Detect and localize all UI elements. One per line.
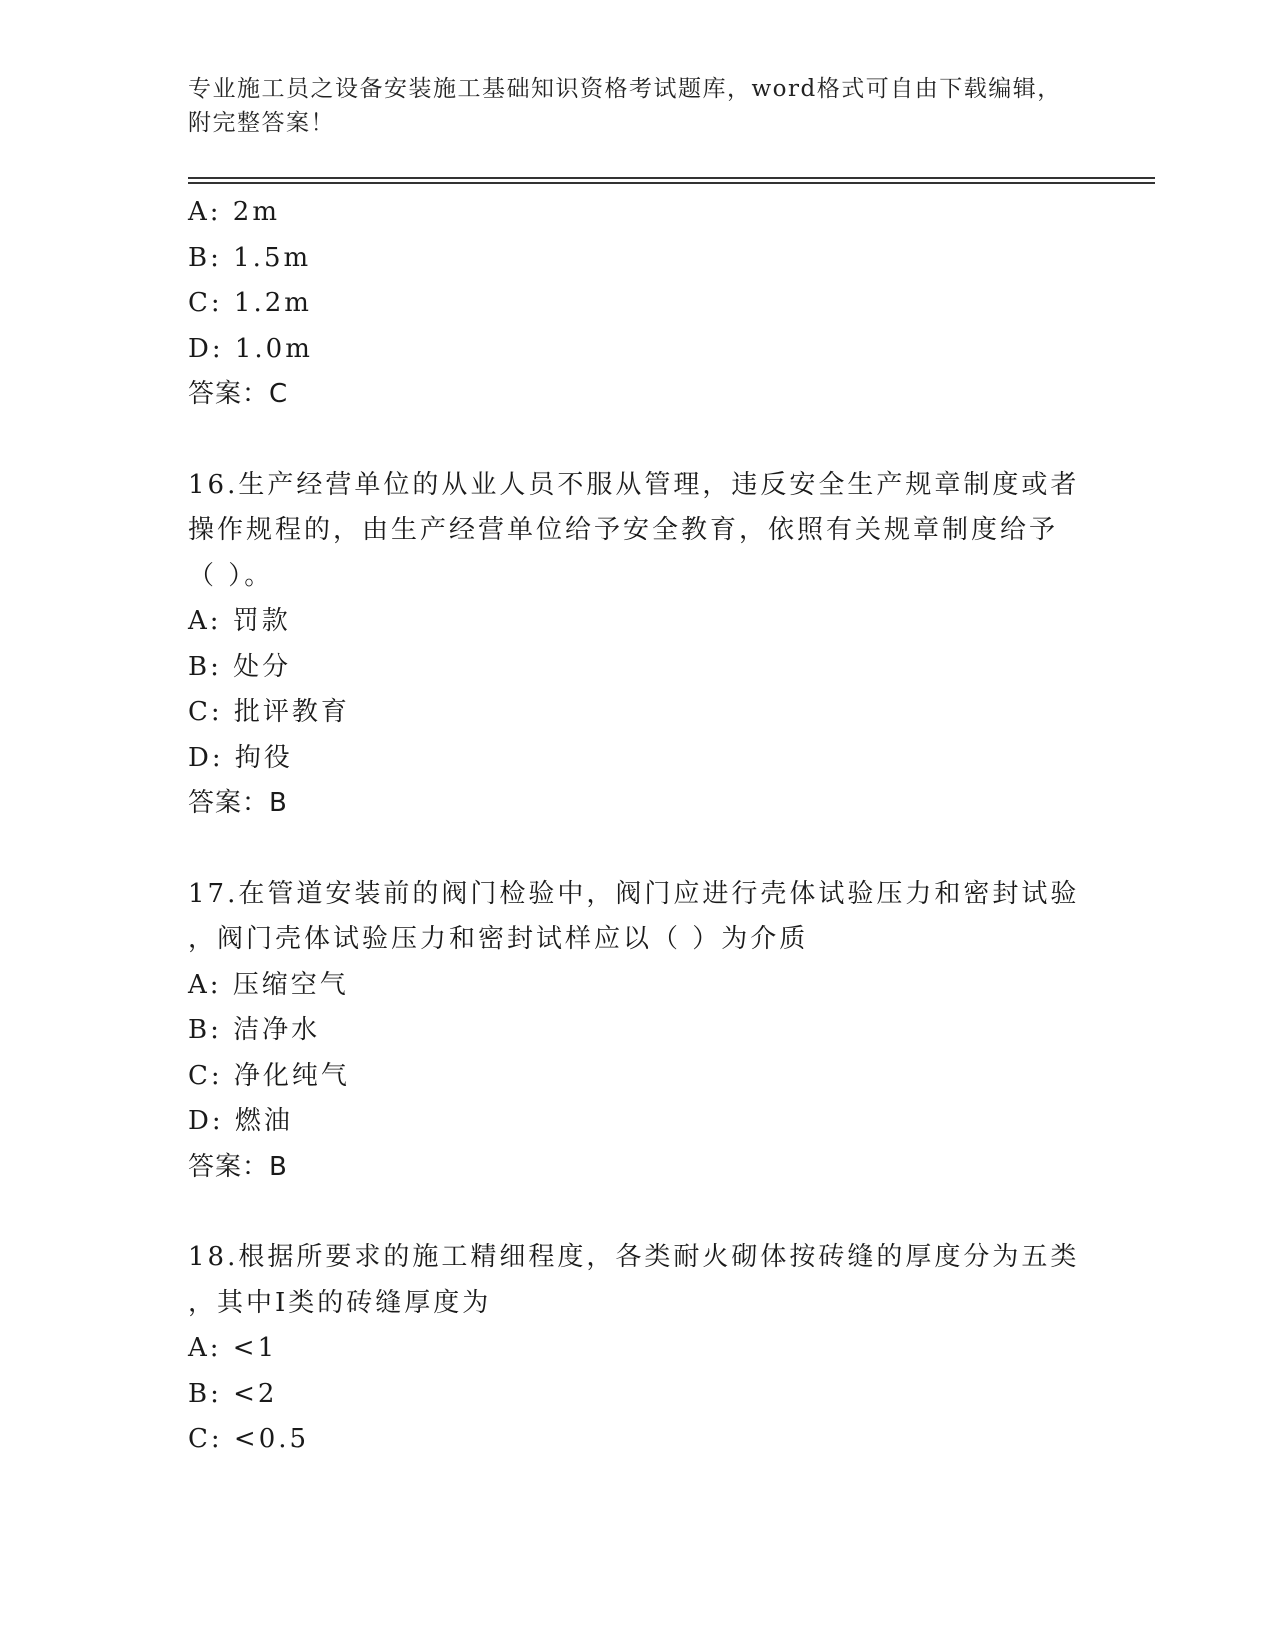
- q16-stem-line-3: （ ）。: [188, 560, 274, 591]
- q15-answer: 答案：C: [188, 379, 289, 409]
- q17-option-c: C: 净化纯气: [188, 1060, 350, 1091]
- question-content: [188, 190, 1088, 1463]
- q15-option-a: A: 2m: [188, 197, 280, 227]
- q18-option-b: B: <2: [188, 1378, 278, 1409]
- q16-option-a: A: 罚款: [188, 606, 291, 636]
- header-title-line-1: 专业施工员之设备安装施工基础知识资格考试题库，word格式可自由下载编辑，: [188, 76, 1062, 102]
- q15-option-b: B: 1.5m: [188, 242, 312, 273]
- q16-option-d: D: 拘役: [188, 742, 293, 773]
- page-header: [188, 72, 1068, 140]
- header-divider-top: [188, 177, 1155, 179]
- question-16: [188, 463, 1088, 827]
- q16-answer: 答案：B: [188, 788, 288, 818]
- q18-option-a: A: <1: [188, 1333, 278, 1363]
- q15-option-c: C: 1.2m: [188, 288, 312, 318]
- question-17: [188, 872, 1088, 1191]
- q17-option-d: D: 燃油: [188, 1106, 293, 1136]
- question-15-continued: [188, 190, 1088, 418]
- q16-stem-line-2: 操作规程的，由生产经营单位给予安全教育，依照有关规章制度给予: [188, 515, 1059, 545]
- q18-stem-line-2: ，其中Ⅰ类的砖缝厚度为: [188, 1287, 492, 1318]
- q18-option-c: C: <0.5: [188, 1424, 310, 1454]
- q16-option-c: C: 批评教育: [188, 697, 350, 727]
- q17-stem-line-2: ，阀门壳体试验压力和密封试样应以（ ）为介质: [188, 924, 809, 954]
- q17-option-a: A: 压缩空气: [188, 969, 349, 1000]
- q16-option-b: B: 处分: [188, 651, 292, 682]
- spacer: [188, 1190, 1088, 1235]
- header-title-line-2: 附完整答案！: [188, 110, 335, 136]
- spacer: [188, 418, 1088, 463]
- q17-option-b: B: 洁净水: [188, 1015, 321, 1045]
- header-divider-bottom: [188, 182, 1155, 184]
- q17-answer: 答案：B: [188, 1151, 288, 1182]
- q18-stem-line-1: 18.根据所要求的施工精细程度，各类耐火砌体按砖缝的厚度分为五类: [188, 1242, 1080, 1272]
- q17-stem-line-1: 17.在管道安装前的阀门检验中，阀门应进行壳体试验压力和密封试验: [188, 878, 1080, 909]
- question-18: [188, 1235, 1088, 1463]
- q16-stem-line-1: 16.生产经营单位的从业人员不服从管理，违反安全生产规章制度或者: [188, 469, 1080, 500]
- spacer: [188, 827, 1088, 872]
- q15-option-d: D: 1.0m: [188, 333, 313, 364]
